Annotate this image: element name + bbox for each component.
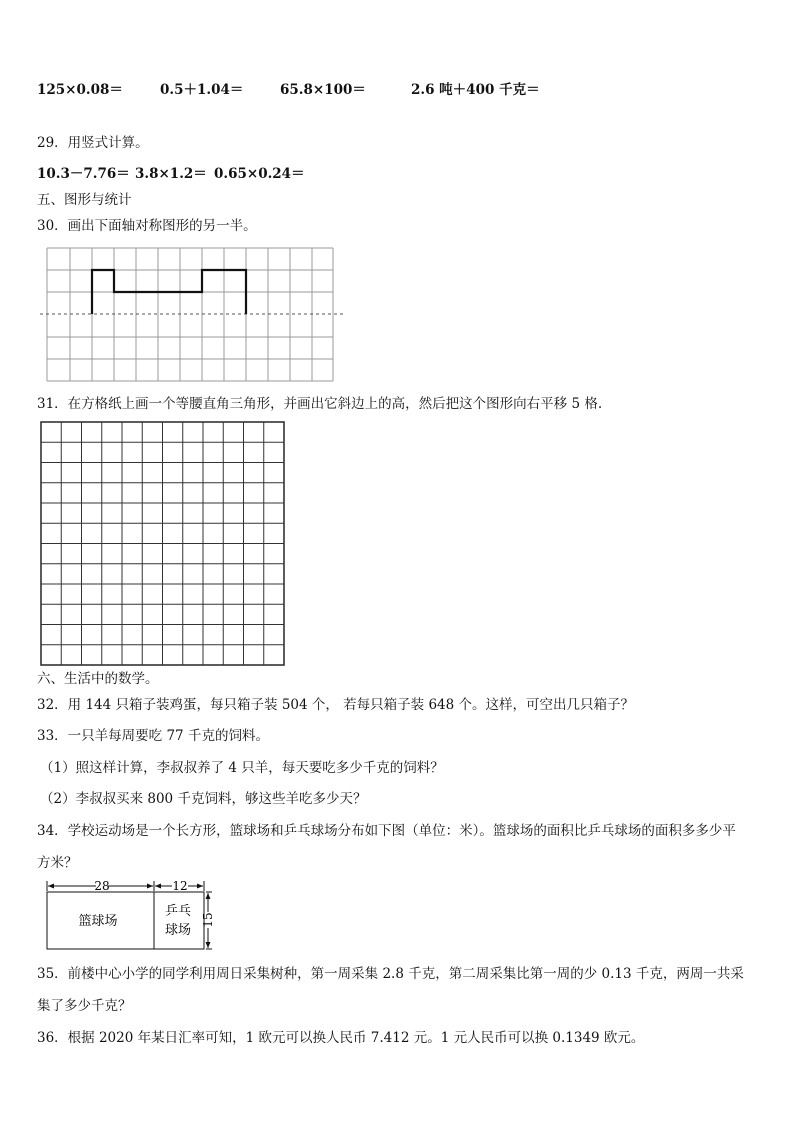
dimension-label-12: 12 [172, 879, 188, 893]
basketball-court-label: 篮球场 [78, 914, 118, 929]
question-33-title: 33．一只羊每周要吃 77 千克的饲料。 [37, 728, 269, 744]
calc-expression: 0.65×0.24＝ [214, 166, 305, 182]
calc-expression: 65.8×100＝ [280, 82, 366, 98]
table-tennis-label-line-1: 乒乓 [164, 904, 192, 919]
question-33-part-2: （2）李叔叔买来 800 千克饲料，够这些羊吃多少天？ [40, 791, 367, 807]
question-33-part-1: （1）照这样计算，李叔叔养了 4 只羊，每天要吃多少千克的饲料？ [40, 760, 444, 776]
section-heading: 六、生活中的数学。 [37, 671, 159, 687]
section-heading: 五、图形与统计 [37, 192, 132, 208]
square-paper-grid[interactable] [40, 421, 286, 667]
table-tennis-label-line-2: 球场 [164, 923, 192, 938]
calc-expression: 10.3－7.76＝ [37, 166, 130, 182]
question-34-line-2: 方米？ [37, 855, 78, 871]
sports-field-diagram [40, 878, 220, 954]
calc-expression: 125×0.08＝ [37, 82, 123, 98]
calc-expression: 0.5＋1.04＝ [160, 82, 244, 98]
question-32: 32．用 144 只箱子装鸡蛋，每只箱子装 504 个， 若每只箱子装 648 个。这样，可空出几只箱子？ [37, 697, 635, 713]
dimension-label-28: 28 [94, 879, 110, 893]
symmetry-grid[interactable] [40, 243, 346, 383]
question-30-title: 30．画出下面轴对称图形的另一半。 [37, 218, 257, 234]
dimension-label-15: 15 [201, 912, 215, 928]
question-31-title: 31．在方格纸上画一个等腰直角三角形，并画出它斜边上的高，然后把这个图形向右平移 5 格. [37, 396, 603, 412]
calc-expression: 2.6 吨＋400 千克＝ [411, 82, 540, 98]
question-36: 36．根据 2020 年某日汇率可知，1 欧元可以换人民币 7.412 元。1 元人民币可以换 0.1349 欧元。 [37, 1030, 645, 1046]
field-outline [47, 892, 204, 949]
calc-expression: 3.8×1.2＝ [135, 166, 207, 182]
question-35-line-1: 35．前楼中心小学的同学利用周日采集树种，第一周采集 2.8 千克，第二周采集比第一周的少 0.13 千克，两周一共采 [37, 966, 744, 982]
question-34-line-1: 34．学校运动场是一个长方形，篮球场和乒乓球场分布如下图（单位：米）。篮球场的面积比乒乓球场的面积多多少平 [37, 823, 736, 839]
question-35-line-2: 集了多少千克？ [37, 998, 132, 1014]
question-29-title: 29．用竖式计算。 [37, 135, 149, 151]
grid-lines [41, 422, 284, 665]
